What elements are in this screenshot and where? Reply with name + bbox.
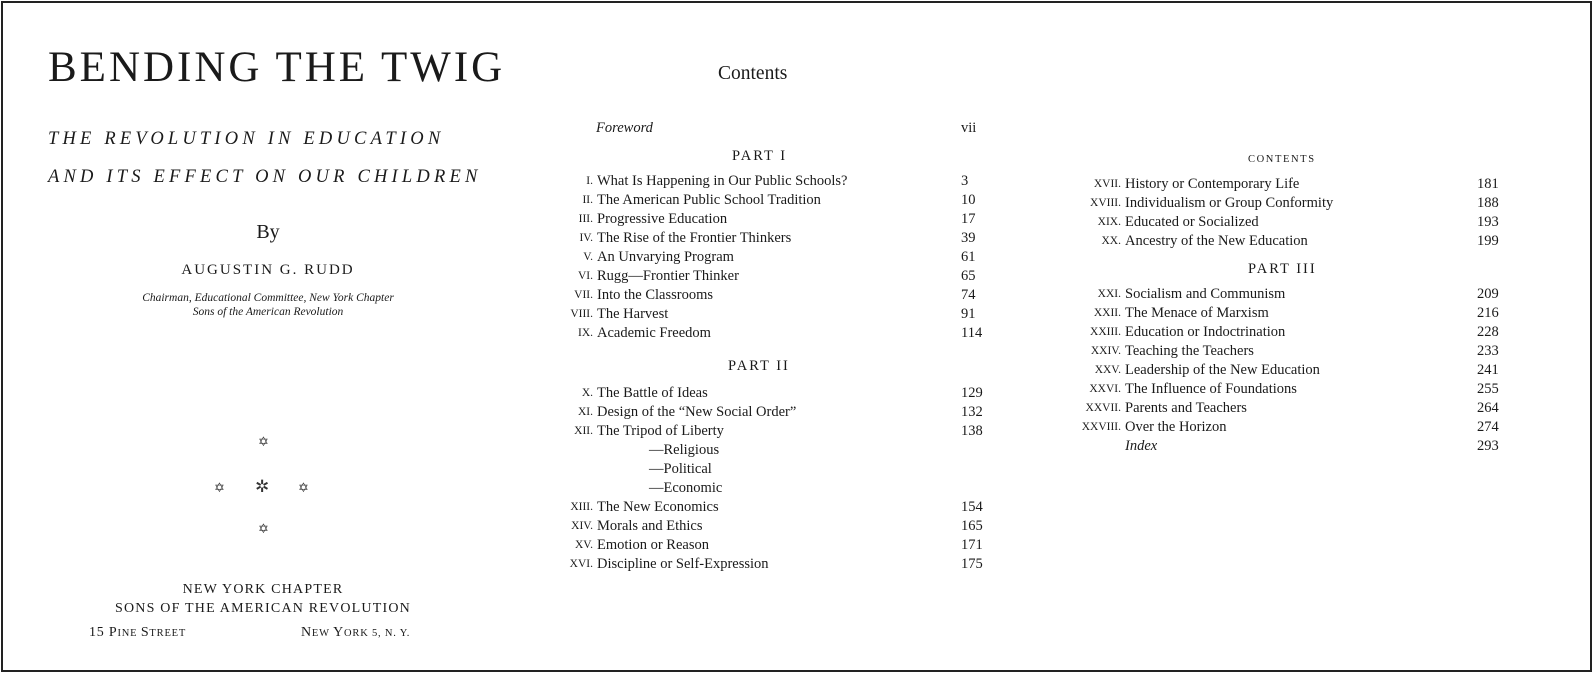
toc-chapter-title: The Rise of the Frontier Thinkers <box>597 230 792 246</box>
toc-chapter-number: IV. <box>579 232 593 244</box>
toc-page-number: 3 <box>961 173 969 189</box>
toc-chapter-number: XXI. <box>1097 288 1121 300</box>
toc-chapter-number: III. <box>578 213 593 225</box>
toc-chapter-title: Individualism or Group Conformity <box>1125 195 1334 211</box>
toc-chapter-title: The Tripod of Liberty <box>597 423 724 439</box>
toc-chapter-number: XVII. <box>1093 178 1121 190</box>
toc-chapter-number: XXVII. <box>1085 402 1121 414</box>
ornament-star-icon: ✡ <box>258 521 269 536</box>
toc-chapter-number: XXIV. <box>1090 345 1121 357</box>
ornament-star-icon: ✡ <box>298 480 309 495</box>
toc-chapter-title: Socialism and Communism <box>1125 286 1286 302</box>
publisher-name <box>3 580 523 618</box>
contents-heading: Contents <box>718 63 788 84</box>
toc-page-number: 193 <box>1477 214 1499 230</box>
toc-page-number: 129 <box>961 385 983 401</box>
toc-chapter-number: XXVIII. <box>1081 421 1121 433</box>
toc-page-number: 171 <box>961 537 983 553</box>
toc-chapter-title: Morals and Ethics <box>597 518 703 534</box>
toc-chapter-title: What Is Happening in Our Public Schools? <box>597 173 848 189</box>
toc-chapter-title: History or Contemporary Life <box>1125 176 1300 192</box>
author-role <box>3 291 533 319</box>
toc-page-number: 138 <box>961 423 983 439</box>
toc-chapter-number: V. <box>583 251 593 263</box>
toc-page-number: 216 <box>1477 305 1499 321</box>
toc-chapter-title: Academic Freedom <box>597 325 711 341</box>
toc-chapter-number: XXV. <box>1094 364 1121 376</box>
toc-page-number: 39 <box>961 230 976 246</box>
scanned-page <box>1 1 1592 672</box>
author-role-line-1: Chairman, Educational Committee, New York Chapter <box>142 292 394 304</box>
toc-page-number: 91 <box>961 306 976 322</box>
toc-page-number: 61 <box>961 249 976 265</box>
toc-chapter-title: The American Public School Tradition <box>597 192 821 208</box>
toc-page-number: 10 <box>961 192 976 208</box>
toc-chapter-title: Emotion or Reason <box>597 537 709 553</box>
toc-chapter-title: Parents and Teachers <box>1125 400 1247 416</box>
toc-chapter-number: XVI. <box>569 558 593 570</box>
toc-chapter-title: —Religious <box>649 442 720 458</box>
toc-chapter-title: Rugg—Frontier Thinker <box>597 268 739 284</box>
toc-chapter-title: The Harvest <box>597 306 669 322</box>
toc-chapter-title: Progressive Education <box>597 211 728 227</box>
toc-chapter-number: I. <box>586 175 593 187</box>
toc-chapter-number: XXIII. <box>1090 326 1121 338</box>
book-subtitle <box>48 120 488 196</box>
toc-page-number: 241 <box>1477 362 1499 378</box>
toc-chapter-title: Discipline or Self-Expression <box>597 556 769 572</box>
toc-chapter-title: —Political <box>649 461 712 477</box>
toc-chapter-title: Index <box>1125 438 1158 454</box>
toc-page-number: 132 <box>961 404 983 420</box>
ornament-star-icon: ✡ <box>214 480 225 495</box>
toc-page-number: 233 <box>1477 343 1499 359</box>
toc-chapter-number: XXVI. <box>1089 383 1121 395</box>
toc-chapter-title: Leadership of the New Education <box>1125 362 1320 378</box>
ornament-burst-icon: ✲ <box>255 477 270 496</box>
toc-chapter-title: Ancestry of the New Education <box>1125 233 1308 249</box>
toc-chapter-number: VI. <box>577 270 593 282</box>
toc-page-number: 264 <box>1477 400 1499 416</box>
toc-chapter-number: XII. <box>574 425 593 437</box>
ornament-star-icon: ✡ <box>258 434 269 449</box>
author-name: AUGUSTIN G. RUDD <box>181 262 355 278</box>
toc-chapter-title: An Unvarying Program <box>597 249 734 265</box>
toc-page-number: 274 <box>1477 419 1499 435</box>
by-label: By <box>256 221 280 243</box>
publisher-city: NEW YORK 5, N. Y. <box>301 625 411 640</box>
toc-page-number: 188 <box>1477 195 1499 211</box>
publisher-street: 15 PINE STREET <box>89 625 187 640</box>
toc-page-number: 255 <box>1477 381 1499 397</box>
toc-page-number: 175 <box>961 556 983 572</box>
toc-page-number: 154 <box>961 499 983 515</box>
toc-chapter-title: Design of the “New Social Order” <box>597 404 797 420</box>
toc-chapter-number: XV. <box>574 539 593 551</box>
toc-chapter-title: The Influence of Foundations <box>1125 381 1297 397</box>
toc-chapter-number: XIII. <box>570 501 593 513</box>
toc-page-number: 293 <box>1477 438 1499 454</box>
toc-chapter-number: XXII. <box>1093 307 1121 319</box>
toc-page-number: 114 <box>961 325 983 341</box>
toc-chapter-title: Over the Horizon <box>1125 419 1227 435</box>
toc-chapter-number: VII. <box>574 289 593 301</box>
part-heading: PART I <box>732 148 788 164</box>
toc-page-number: 181 <box>1477 176 1499 192</box>
toc-page-number: 165 <box>961 518 983 534</box>
publisher-line-2: SONS OF THE AMERICAN REVOLUTION <box>115 601 411 616</box>
subtitle-line-1: THE REVOLUTION IN EDUCATION <box>48 129 445 149</box>
toc-foreword-page: vii <box>961 120 977 136</box>
toc-foreword: Foreword <box>596 120 653 136</box>
toc-chapter-number: XX. <box>1101 235 1121 247</box>
toc-chapter-number: XIV. <box>571 520 593 532</box>
part-heading: PART II <box>728 358 790 374</box>
part-heading: PART III <box>1248 261 1317 277</box>
toc-chapter-number: XIX. <box>1097 216 1121 228</box>
toc-chapter-title: Teaching the Teachers <box>1125 343 1254 359</box>
publisher-line-1: NEW YORK CHAPTER <box>182 582 344 597</box>
running-head: CONTENTS <box>1248 154 1316 165</box>
subtitle-line-2: AND ITS EFFECT ON OUR CHILDREN <box>48 167 482 187</box>
toc-chapter-number: XI. <box>577 406 593 418</box>
toc-page-number: 209 <box>1477 286 1499 302</box>
toc-chapter-title: The Battle of Ideas <box>597 385 708 401</box>
toc-chapter-title: The New Economics <box>597 499 719 515</box>
toc-chapter-title: Education or Indoctrination <box>1125 324 1286 340</box>
toc-page-number: 199 <box>1477 233 1499 249</box>
toc-chapter-title: Into the Classrooms <box>597 287 713 303</box>
toc-chapter-title: Educated or Socialized <box>1125 214 1259 230</box>
toc-page-number: 17 <box>961 211 976 227</box>
toc-chapter-title: —Economic <box>649 480 723 496</box>
book-title: BENDING THE TWIG <box>48 44 506 91</box>
toc-chapter-number: II. <box>582 194 593 206</box>
toc-page-number: 228 <box>1477 324 1499 340</box>
toc-chapter-number: X. <box>581 387 593 399</box>
toc-chapter-number: VIII. <box>570 308 593 320</box>
toc-chapter-number: XVIII. <box>1090 197 1121 209</box>
toc-chapter-title: The Menace of Marxism <box>1125 305 1269 321</box>
author-role-line-2: Sons of the American Revolution <box>192 306 344 318</box>
toc-chapter-number: IX. <box>577 327 593 339</box>
toc-page-number: 74 <box>961 287 976 303</box>
toc-page-number: 65 <box>961 268 976 284</box>
